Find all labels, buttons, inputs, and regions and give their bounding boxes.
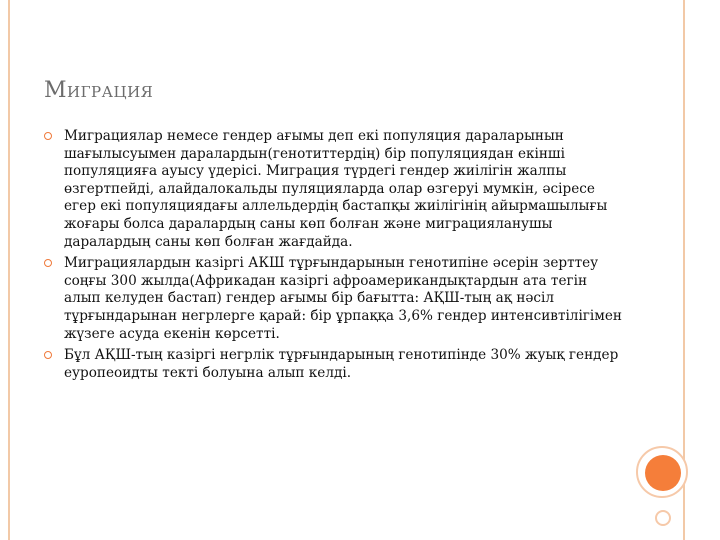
bullet-item (44, 255, 624, 343)
bullet-circle-icon (44, 132, 52, 140)
bullet-text: Миграциялардын казіргі АКШ тұрғындарынын генотипіне әсерін зерттеу соңғы 300 жылда(Африкадан казіргі афроамерикандықтардын ата тегін алып келуден бастап) гендер ағымы бір бағытта: АҚШ-тың ақ нәсіл тұрғындарынан негрлерге қарай: бір ұрпаққа 3,6% гендер интенсивтілігімен жүзеге асуда екенін көрсетті. (64, 255, 622, 342)
left-border-line (8, 0, 10, 540)
bullet-item (44, 347, 624, 382)
bullet-list (44, 128, 624, 386)
bullet-text: Миграциялар немесе гендер ағымы деп екі популяция дараларынын шағылысуымен даралардын(генотиттердің) бір популяциядан екінші популяцияға ауысу үдерісі. Миграция түрдегі гендер жиілігін жалпы өзгертпейді, алайдалокальды пуляцияларда олар өзгеруі мумкін, әсіресе егер екі популяциядағы аллельдердің бастапқы жиілігінің айырмашылығы жоғары болса даралардың саны көп болған және миграцияланушы даралардың саны көп болған жағдайда. (64, 128, 608, 250)
decor-circle-small (655, 510, 671, 526)
slide-title: Миграция (44, 78, 154, 103)
bullet-item (44, 128, 624, 251)
bullet-circle-icon (44, 259, 52, 267)
decor-circle-orange (645, 455, 681, 491)
bullet-circle-icon (44, 351, 52, 359)
bullet-text: Бұл АҚШ-тың казіргі негрлік тұрғындарының генотипінде 30% жуық гендер еуропеоидты текті болуына алып келді. (64, 347, 619, 381)
